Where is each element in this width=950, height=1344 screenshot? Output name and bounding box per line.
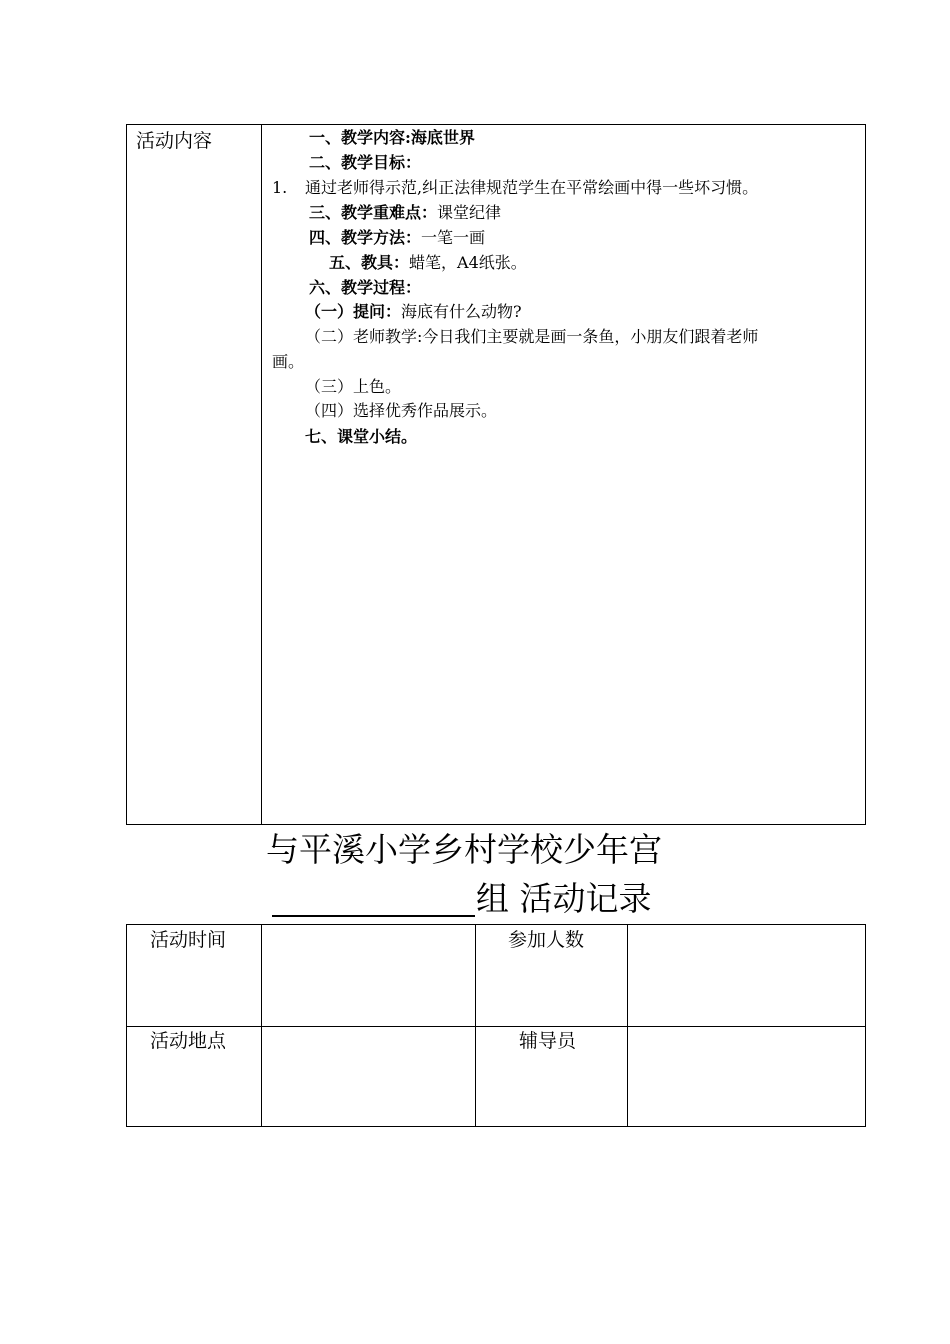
content-line-10: 画。	[272, 352, 305, 371]
activity-content-body	[262, 125, 865, 824]
instructor-label: 辅导员	[519, 1030, 577, 1052]
content-line-3: 通过老师得示范,纠正法律规范学生在平常绘画中得一些坏习惯。	[305, 178, 759, 197]
content-line-5-heading: 四、教学方法：	[309, 228, 422, 247]
content-line-4-heading: 三、教学重难点：	[309, 203, 438, 222]
activity-info-table	[126, 924, 866, 1127]
content-line-8-body: 海底有什么动物?	[401, 302, 522, 321]
content-line-6-body: 蜡笔，A4纸张。	[409, 253, 527, 272]
content-line-5	[309, 227, 485, 249]
info-row-divider	[127, 1026, 865, 1027]
activity-time-label: 活动时间	[150, 929, 227, 951]
content-line-6	[329, 252, 527, 274]
content-line-3-number: 1.	[272, 178, 288, 197]
activity-content-table	[126, 124, 866, 825]
content-line-2: 二、教学目标：	[309, 153, 422, 172]
participants-label: 参加人数	[508, 929, 585, 951]
content-line-12: （四）选择优秀作品展示。	[305, 401, 498, 420]
content-line-4-body: 课堂纪律	[437, 203, 502, 222]
content-line-5-body: 一笔一画	[421, 228, 486, 247]
activity-location-label: 活动地点	[150, 1030, 227, 1052]
record-subtitle: 组 活动记录	[476, 879, 652, 918]
activity-content-label-cell	[127, 125, 262, 824]
content-line-13: 七、课堂小结。	[305, 427, 418, 446]
content-line-4	[309, 202, 501, 224]
group-name-blank	[272, 915, 475, 917]
content-line-6-heading: 五、教具：	[329, 253, 410, 272]
content-line-11: （三）上色。	[305, 377, 402, 396]
activity-content-label: 活动内容	[136, 130, 213, 152]
content-line-8	[305, 301, 522, 323]
content-line-8-heading: （一）提问：	[305, 302, 402, 321]
record-title: 与平溪小学乡村学校少年宫	[266, 830, 662, 869]
content-line-7: 六、教学过程：	[309, 278, 422, 297]
content-line-1: 一、教学内容:海底世界	[309, 128, 475, 147]
content-line-9: （二）老师教学:今日我们主要就是画一条鱼，小朋友们跟着老师	[305, 327, 759, 346]
